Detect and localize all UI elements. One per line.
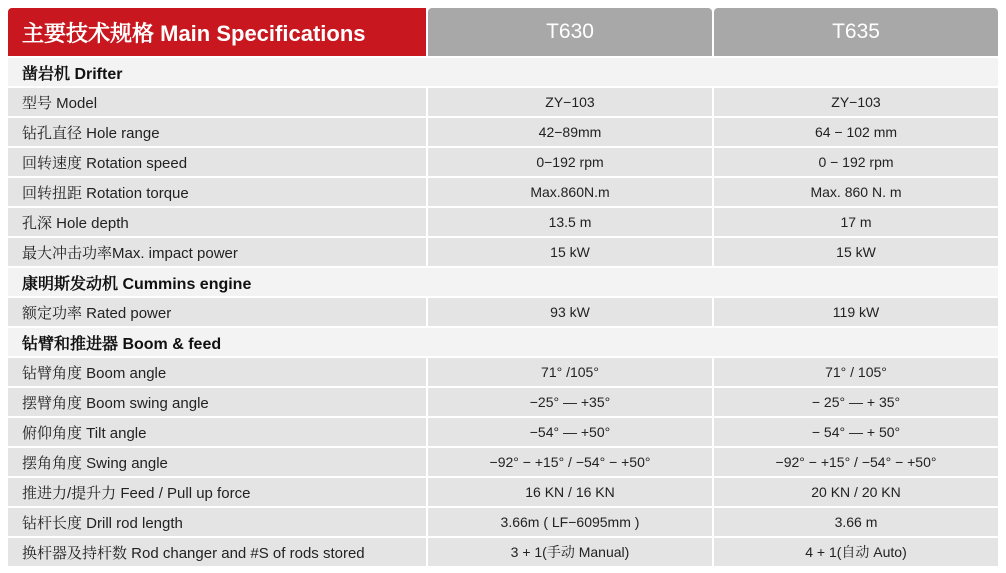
spec-value-t630: ZY−103 [428, 88, 712, 116]
table-header [8, 8, 998, 56]
spec-value-t635: ZY−103 [714, 88, 998, 116]
spec-value-t635: 71° / 105° [714, 358, 998, 386]
spec-value-t635: −92° − +15° / −54° − +50° [714, 448, 998, 476]
spec-label: 摆角角度 Swing angle [8, 448, 426, 476]
spec-label: 推进力/提升力 Feed / Pull up force [8, 478, 426, 506]
spec-value-t630: 3 + 1(手动 Manual) [428, 538, 712, 566]
spec-value-t630: 42−89mm [428, 118, 712, 146]
spec-value-t635: − 25° — + 35° [714, 388, 998, 416]
spec-value-t630: 15 kW [428, 238, 712, 266]
spec-value-t635: 15 kW [714, 238, 998, 266]
spec-label: 俯仰角度 Tilt angle [8, 418, 426, 446]
table-row [8, 298, 998, 326]
spec-label: 钻孔直径 Hole range [8, 118, 426, 146]
column-header-t630: T630 [428, 8, 712, 56]
table-row [8, 358, 998, 386]
table-row [8, 538, 998, 566]
specifications-table [8, 8, 998, 566]
spec-value-t635: 20 KN / 20 KN [714, 478, 998, 506]
spec-value-t635: − 54° — + 50° [714, 418, 998, 446]
spec-value-t635: 119 kW [714, 298, 998, 326]
table-title: 主要技术规格 Main Specifications [8, 8, 426, 56]
spec-value-t630: 71° /105° [428, 358, 712, 386]
spec-value-t635: 3.66 m [714, 508, 998, 536]
spec-value-t635: 4 + 1(自动 Auto) [714, 538, 998, 566]
table-row [8, 238, 998, 266]
spec-value-t635: Max. 860 N. m [714, 178, 998, 206]
spec-label: 钻杆长度 Drill rod length [8, 508, 426, 536]
section-header: 康明斯发动机 Cummins engine [8, 268, 998, 296]
spec-value-t630: 16 KN / 16 KN [428, 478, 712, 506]
spec-label: 摆臂角度 Boom swing angle [8, 388, 426, 416]
spec-label: 额定功率 Rated power [8, 298, 426, 326]
table-row [8, 508, 998, 536]
spec-value-t635: 64 − 102 mm [714, 118, 998, 146]
table-row [8, 118, 998, 146]
spec-label: 回转速度 Rotation speed [8, 148, 426, 176]
table-row [8, 208, 998, 236]
spec-value-t630: 0−192 rpm [428, 148, 712, 176]
spec-label: 换杆器及持杆数 Rod changer and #S of rods stored [8, 538, 426, 566]
spec-value-t630: −54° — +50° [428, 418, 712, 446]
table-row [8, 478, 998, 506]
spec-value-t630: −92° − +15° / −54° − +50° [428, 448, 712, 476]
section-header: 凿岩机 Drifter [8, 58, 998, 86]
table-row [8, 418, 998, 446]
table-body [8, 58, 998, 566]
spec-value-t630: −25° — +35° [428, 388, 712, 416]
spec-value-t635: 0 − 192 rpm [714, 148, 998, 176]
spec-value-t630: 93 kW [428, 298, 712, 326]
spec-value-t635: 17 m [714, 208, 998, 236]
spec-label: 型号 Model [8, 88, 426, 116]
table-row [8, 448, 998, 476]
column-header-t635: T635 [714, 8, 998, 56]
spec-label: 最大冲击功率Max. impact power [8, 238, 426, 266]
spec-value-t630: 3.66m ( LF−6095mm ) [428, 508, 712, 536]
spec-value-t630: Max.860N.m [428, 178, 712, 206]
table-row [8, 148, 998, 176]
spec-label: 钻臂角度 Boom angle [8, 358, 426, 386]
table-row [8, 88, 998, 116]
spec-label: 孔深 Hole depth [8, 208, 426, 236]
table-row [8, 388, 998, 416]
table-row [8, 178, 998, 206]
section-header: 钻臂和推进器 Boom & feed [8, 328, 998, 356]
spec-label: 回转扭距 Rotation torque [8, 178, 426, 206]
spec-value-t630: 13.5 m [428, 208, 712, 236]
